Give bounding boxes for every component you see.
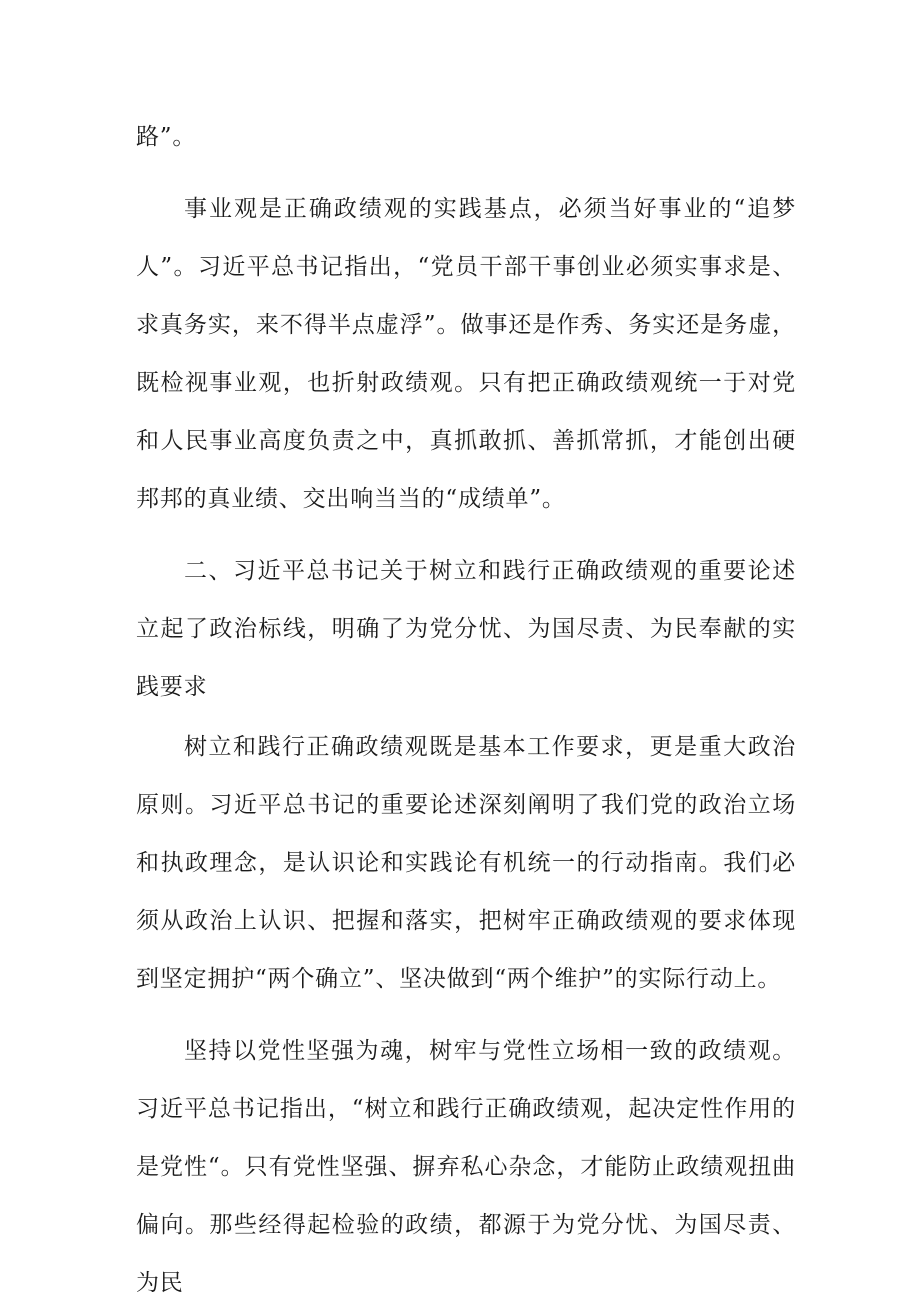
paragraph-continuation: 路”。 bbox=[136, 124, 197, 150]
document-body bbox=[136, 108, 796, 1301]
section-heading-two: 二、习近平总书记关于树立和践行正确政绩观的重要论述立起了政治标线，明确了为党分忧、为国尽责、为民奉献的实践要求 bbox=[136, 558, 796, 700]
paragraph-party-spirit: 坚持以党性坚强为魂，树牢与党性立场相一致的政绩观。习近平总书记指出，“树立和践行正确政绩观，起决定性作用的是党性“。只有党性坚强、摒弃私心杂念，才能防止政绩观扭曲偏向。那些经得起检验的政绩，都源于为党分忧、为国尽责、为民 bbox=[136, 1038, 796, 1296]
paragraph-political-principle: 树立和践行正确政绩观既是基本工作要求，更是重大政治原则。习近平总书记的重要论述深刻阐明了我们党的政治立场和执政理念，是认识论和实践论有机统一的行动指南。我们必须从政治上认识、把握和落实，把树牢正确政绩观的要求体现到坚定拥护“两个确立”、坚决做到“两个维护”的实际行动上。 bbox=[136, 734, 796, 992]
paragraph-career-view: 事业观是正确政绩观的实践基点，必须当好事业的“追梦人”。习近平总书记指出，“党员干部干事创业必须实事求是、求真务实，来不得半点虚浮”。做事还是作秀、务实还是务虚，既检视事业观，也折射政绩观。只有把正确政绩观统一于对党和人民事业高度负责之中，真抓敢抓、善抓常抓，才能创出硬邦邦的真业绩、交出响当当的“成绩单”。 bbox=[136, 196, 796, 512]
